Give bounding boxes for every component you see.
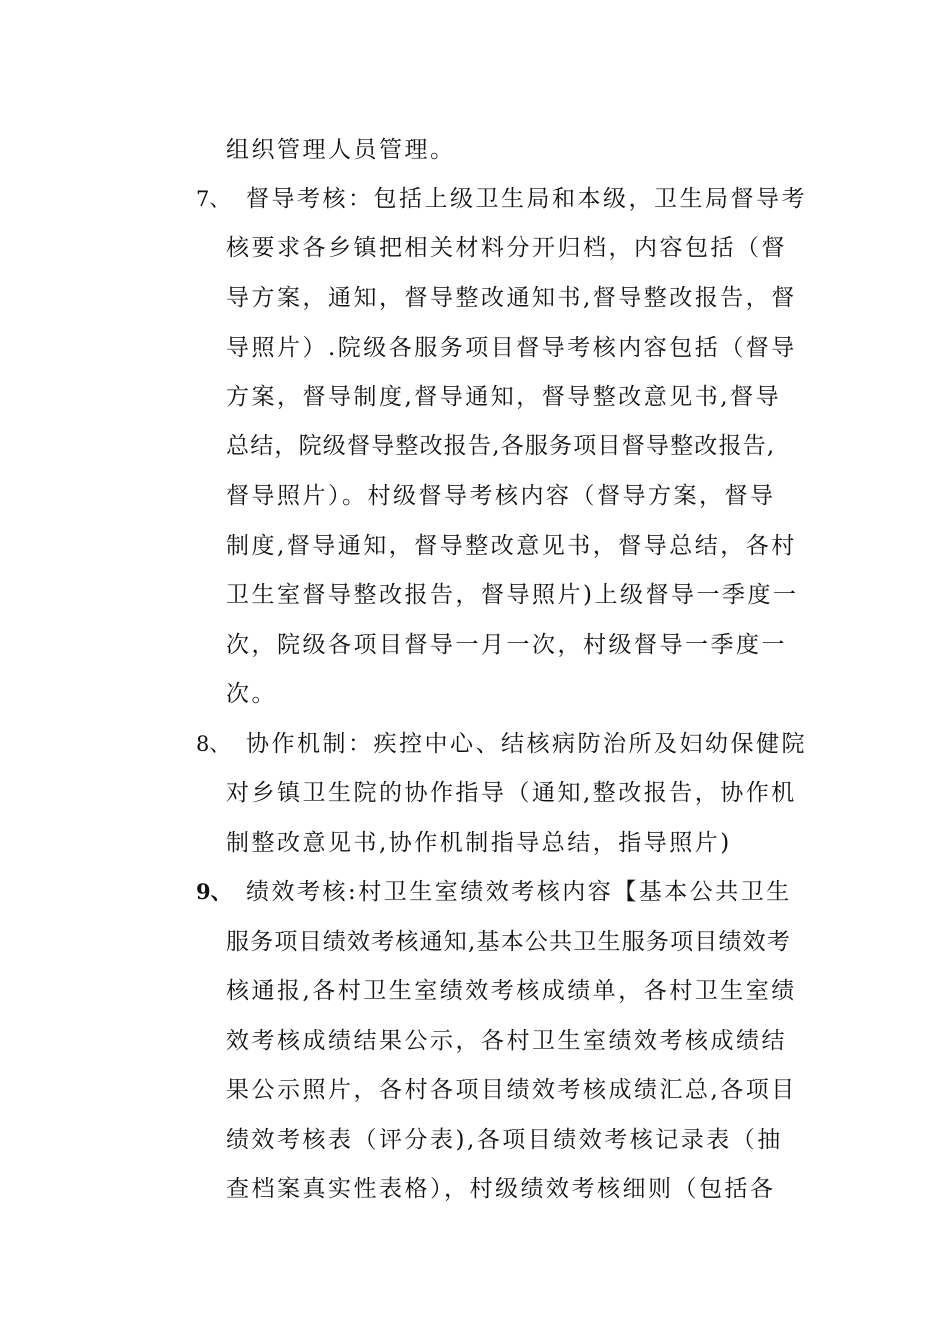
item-9-line: 核通报,各村卫生室绩效考核成绩单，各村卫生室绩 (226, 978, 797, 1004)
item-9-line: 绩效考核表（评分表),各项目绩效考核记录表（抽 (226, 1127, 783, 1153)
item-7-line: 次，院级各项目督导一月一次，村级督导一季度一 (226, 632, 787, 658)
item-9-line: 查档案真实性表格），村级绩效考核细则（包括各 (226, 1176, 776, 1202)
item-7-line: 督导考核：包括上级卫生局和本级，卫生局督导考 (246, 186, 807, 212)
item-9-line: 服务项目绩效考核通知,基本公共卫生服务项目绩效考 (226, 929, 792, 955)
item-9-line: 效考核成绩结果公示，各村卫生室绩效考核成绩结 (226, 1028, 787, 1054)
item-7-line: 卫生室督导整改报告，督导照片)上级督导一季度一 (226, 582, 799, 608)
item-9-line: 绩效考核:村卫生室绩效考核内容【基本公共卫生 (246, 879, 792, 905)
item-8-line: 协作机制：疾控中心、结核病防治所及妇幼保健院 (246, 731, 807, 757)
item-9-line: 果公示照片，各村各项目绩效考核成绩汇总,各项目 (226, 1077, 797, 1103)
item-7-number: 7、 (196, 187, 231, 211)
intro-line: 组织管理人员管理。 (226, 137, 456, 163)
item-7-line: 方案，督导制度,督导通知，督导整改意见书,督导 (226, 384, 782, 410)
item-7-line: 督导照片）。村级督导考核内容（督导方案，督导 (226, 483, 776, 509)
item-7-line: 制度,督导通知，督导整改意见书，督导总结，各村 (226, 533, 797, 559)
item-7-line: 总结，院级督导整改报告,各服务项目督导整改报告, (226, 433, 776, 459)
item-7-line: 次。 (226, 681, 277, 707)
item-9-number: 9、 (196, 879, 232, 904)
item-8-number: 8、 (196, 732, 231, 756)
item-7-line: 导方案，通知，督导整改通知书,督导整改报告，督 (226, 285, 797, 311)
item-8-line: 制整改意见书,协作机制指导总结，指导照片) (226, 830, 732, 856)
item-7-line: 核要求各乡镇把相关材料分开归档，内容包括（督 (226, 235, 787, 261)
item-8-line: 对乡镇卫生院的协作指导（通知,整改报告，协作机 (226, 780, 797, 806)
item-7-line: 导照片）.院级各服务项目督导考核内容包括（督导 (226, 335, 797, 361)
